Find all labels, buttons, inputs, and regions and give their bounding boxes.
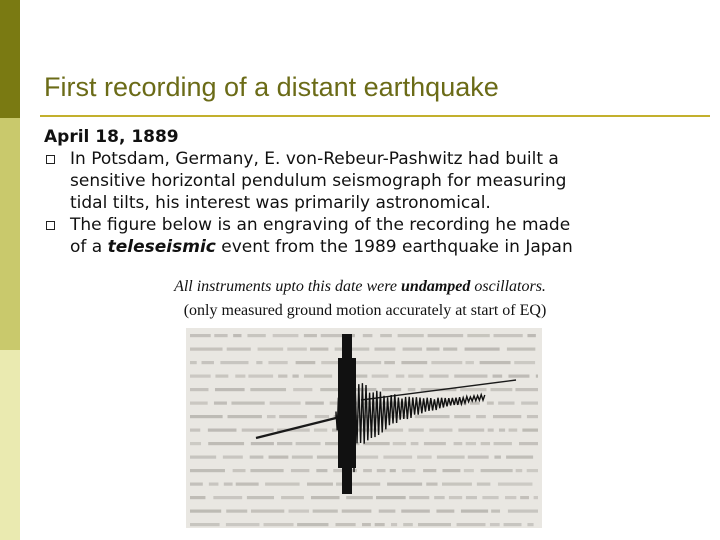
bullet-line: In Potsdam, Germany, E. von-Rebeur-Pashwitz had built a [70, 149, 559, 169]
page-text-stroke [391, 523, 397, 526]
page-text-stroke [493, 375, 503, 378]
page-text-stroke [215, 375, 228, 378]
page-text-stroke [346, 496, 373, 499]
note-line [60, 275, 660, 299]
page-text-stroke [362, 523, 371, 526]
page-text-stroke [247, 496, 274, 499]
page-text-stroke [315, 415, 329, 418]
bullet-item [44, 214, 704, 258]
page-text-stroke [214, 402, 227, 405]
page-text-stroke [461, 510, 488, 513]
page-text-stroke [387, 483, 422, 486]
page-text-stroke [190, 334, 211, 337]
bullet-line: sensitive horizontal pendulum seismograph for measuring [70, 171, 567, 191]
page-text-stroke [231, 402, 264, 405]
page-text-stroke [401, 361, 427, 364]
page-text-stroke [509, 429, 518, 432]
page-text-stroke [335, 523, 355, 526]
page-text-stroke [233, 469, 246, 472]
page-text-stroke [527, 523, 533, 526]
page-text-stroke [296, 442, 321, 445]
page-text-stroke [428, 334, 464, 337]
page-text-stroke [408, 375, 423, 378]
trace-spike-core [338, 358, 356, 468]
page-text-stroke [342, 510, 372, 513]
page-text-stroke [409, 496, 429, 499]
page-text-stroke [279, 415, 307, 418]
page-text-stroke [507, 348, 535, 351]
page-text-stroke [190, 388, 208, 391]
bullet-text: of a [70, 237, 108, 257]
page-text-stroke [190, 375, 211, 378]
page-text-stroke [382, 388, 401, 391]
date-heading: April 18, 1889 [44, 127, 179, 147]
page-text-stroke [476, 415, 486, 418]
page-text-stroke [491, 510, 500, 513]
page-text-stroke [393, 442, 406, 445]
page-text-stroke [506, 456, 533, 459]
page-text-stroke [214, 334, 227, 337]
page-text-stroke [377, 469, 386, 472]
page-text-stroke [408, 388, 416, 391]
page-text-stroke [213, 496, 242, 499]
page-text-stroke [269, 456, 289, 459]
page-text-stroke [429, 375, 448, 378]
page-text-stroke [291, 469, 309, 472]
page-text-stroke [424, 442, 446, 445]
page-text-stroke [426, 348, 439, 351]
page-text-stroke [536, 375, 538, 378]
page-text-stroke [499, 429, 505, 432]
bullet-line [70, 236, 704, 258]
page-text-stroke [250, 456, 264, 459]
page-text-stroke [380, 334, 392, 337]
page-text-stroke [442, 483, 472, 486]
page-text-stroke [278, 375, 287, 378]
page-text-stroke [190, 442, 201, 445]
page-text-stroke [480, 361, 511, 364]
page-text-stroke [190, 361, 197, 364]
page-text-stroke [426, 483, 437, 486]
page-text-stroke [227, 348, 251, 351]
page-text-stroke [379, 510, 396, 513]
page-text-stroke [487, 402, 494, 405]
page-text-stroke [224, 483, 233, 486]
sidebar-stripe-light [0, 350, 20, 540]
page-text-stroke [417, 456, 432, 459]
page-text-stroke [466, 496, 477, 499]
page-text-stroke [398, 334, 424, 337]
page-text-stroke [270, 402, 301, 405]
page-text-stroke [242, 429, 274, 432]
page-text-stroke [265, 483, 299, 486]
title-divider [40, 115, 710, 117]
page-text-stroke [468, 456, 489, 459]
page-text-stroke [330, 402, 339, 405]
page-text-stroke [251, 510, 284, 513]
page-text-stroke [408, 429, 423, 432]
page-text-stroke [250, 469, 283, 472]
page-text-stroke [363, 469, 372, 472]
page-text-stroke [311, 496, 340, 499]
page-text-stroke [304, 334, 317, 337]
sidebar-stripe-dark [0, 0, 20, 118]
page-text-stroke [434, 496, 444, 499]
page-text-stroke [481, 442, 490, 445]
page-text-stroke [522, 429, 538, 432]
page-text-stroke [465, 348, 500, 351]
page-text-stroke [490, 388, 512, 391]
page-text-stroke [527, 415, 538, 418]
page-text-stroke [464, 469, 474, 472]
sidebar-stripe-mid [0, 118, 20, 350]
note-text: oscillators. [470, 278, 546, 295]
note-text: All instruments upto this date were [174, 278, 402, 295]
page-text-stroke [396, 375, 404, 378]
page-text-stroke [401, 510, 430, 513]
page-text-stroke [190, 415, 223, 418]
page-text-stroke [190, 456, 216, 459]
page-text-stroke [236, 483, 259, 486]
page-text-stroke [403, 523, 413, 526]
page-text-stroke [264, 523, 294, 526]
page-text-stroke [363, 442, 389, 445]
footnote [60, 275, 660, 323]
page-text-stroke [190, 429, 200, 432]
page-text-stroke [220, 361, 248, 364]
page-text-stroke [313, 510, 338, 513]
page-text-stroke [190, 510, 221, 513]
page-text-stroke [488, 429, 494, 432]
page-text-stroke [519, 442, 538, 445]
page-text-stroke [235, 375, 245, 378]
page-text-stroke [383, 456, 412, 459]
page-text-stroke [226, 523, 260, 526]
page-text-stroke [258, 348, 284, 351]
slide-body [44, 126, 704, 258]
page-text-stroke [297, 523, 328, 526]
page-text-stroke [465, 361, 473, 364]
page-text-stroke [190, 483, 203, 486]
page-text-stroke [403, 348, 423, 351]
page-text-stroke [443, 348, 457, 351]
slide-title: First recording of a distant earthquake [44, 72, 499, 102]
page-text-stroke [493, 415, 521, 418]
page-text-stroke [375, 523, 385, 526]
sidebar-decoration [0, 0, 20, 540]
page-text-stroke [449, 496, 462, 499]
page-text-stroke [190, 523, 220, 526]
page-text-stroke [467, 334, 489, 337]
page-text-stroke [223, 456, 243, 459]
page-text-stroke [415, 415, 450, 418]
square-bullet-icon [46, 155, 55, 164]
bullet-item [44, 148, 704, 214]
page-text-stroke [390, 469, 396, 472]
emphasis-undamped: undamped [401, 278, 471, 295]
page-text-stroke [209, 483, 219, 486]
page-text-stroke [431, 361, 462, 364]
page-text-stroke [527, 334, 535, 337]
page-text-stroke [215, 388, 245, 391]
page-text-stroke [494, 334, 523, 337]
page-text-stroke [305, 402, 324, 405]
page-text-stroke [277, 442, 292, 445]
bullet-line: The figure below is an engraving of the recording he made [70, 215, 571, 235]
page-text-stroke [520, 496, 529, 499]
page-text-stroke [490, 523, 500, 526]
page-text-stroke [289, 510, 309, 513]
page-text-stroke [516, 469, 523, 472]
page-text-stroke [351, 483, 380, 486]
page-text-stroke [411, 442, 419, 445]
page-text-stroke [466, 442, 476, 445]
page-text-stroke [273, 334, 299, 337]
page-text-stroke [248, 375, 273, 378]
square-bullet-icon [46, 221, 55, 230]
trace-baseline [256, 418, 336, 438]
bullet-text: event from the 1989 earthquake in Japan [215, 237, 573, 257]
page-text-stroke [292, 375, 298, 378]
page-text-stroke [293, 388, 312, 391]
note-line: (only measured ground motion accurately at start of EQ) [183, 302, 547, 319]
page-text-stroke [505, 496, 516, 499]
page-text-stroke [515, 388, 538, 391]
page-text-stroke [508, 375, 529, 378]
page-text-stroke [442, 469, 460, 472]
page-text-stroke [267, 415, 276, 418]
page-text-stroke [534, 496, 538, 499]
page-text-stroke [437, 456, 465, 459]
page-text-stroke [374, 348, 395, 351]
page-text-stroke [190, 402, 208, 405]
seismogram-figure [186, 328, 542, 528]
page-text-stroke [481, 469, 513, 472]
page-text-stroke [247, 334, 265, 337]
page-text-stroke [498, 402, 514, 405]
page-text-stroke [296, 361, 316, 364]
page-text-stroke [508, 510, 538, 513]
page-text-stroke [477, 483, 490, 486]
page-text-stroke [372, 375, 389, 378]
page-text-stroke [287, 348, 307, 351]
page-text-stroke [429, 429, 452, 432]
page-text-stroke [292, 456, 313, 459]
page-text-stroke [190, 348, 223, 351]
page-text-stroke [454, 415, 470, 418]
page-text-stroke [281, 496, 304, 499]
page-text-stroke [226, 510, 247, 513]
page-text-stroke [402, 469, 415, 472]
page-text-stroke [268, 361, 287, 364]
page-text-stroke [423, 469, 436, 472]
page-text-stroke [250, 388, 286, 391]
seismogram-image [186, 328, 542, 528]
page-text-stroke [470, 402, 480, 405]
page-text-stroke [494, 442, 512, 445]
page-text-stroke [504, 523, 522, 526]
page-text-stroke [208, 429, 237, 432]
page-text-stroke [436, 510, 454, 513]
page-text-stroke [208, 442, 244, 445]
page-text-stroke [233, 334, 241, 337]
page-text-stroke [458, 429, 484, 432]
page-text-stroke [202, 361, 214, 364]
page-text-stroke [190, 469, 225, 472]
page-text-stroke [384, 361, 395, 364]
page-text-stroke [418, 523, 451, 526]
emphasis-teleseismic: teleseismic [107, 237, 216, 257]
bullet-line: tidal tilts, his interest was primarily astronomical. [70, 193, 491, 213]
page-text-stroke [454, 442, 463, 445]
page-text-stroke [307, 483, 333, 486]
page-text-stroke [494, 456, 501, 459]
page-text-stroke [316, 469, 327, 472]
page-text-stroke [251, 442, 274, 445]
page-text-stroke [190, 496, 205, 499]
page-text-stroke [457, 523, 486, 526]
page-text-stroke [482, 496, 498, 499]
page-text-stroke [304, 375, 332, 378]
page-text-stroke [460, 388, 486, 391]
page-text-stroke [363, 334, 373, 337]
page-text-stroke [514, 361, 535, 364]
page-text-stroke [527, 469, 538, 472]
page-text-stroke [376, 496, 406, 499]
page-text-stroke [256, 361, 262, 364]
page-text-stroke [454, 375, 487, 378]
page-text-stroke [228, 415, 262, 418]
page-text-stroke [321, 334, 344, 337]
page-text-stroke [521, 402, 538, 405]
page-text-stroke [314, 429, 327, 432]
page-text-stroke [498, 483, 532, 486]
page-text-stroke [310, 348, 328, 351]
